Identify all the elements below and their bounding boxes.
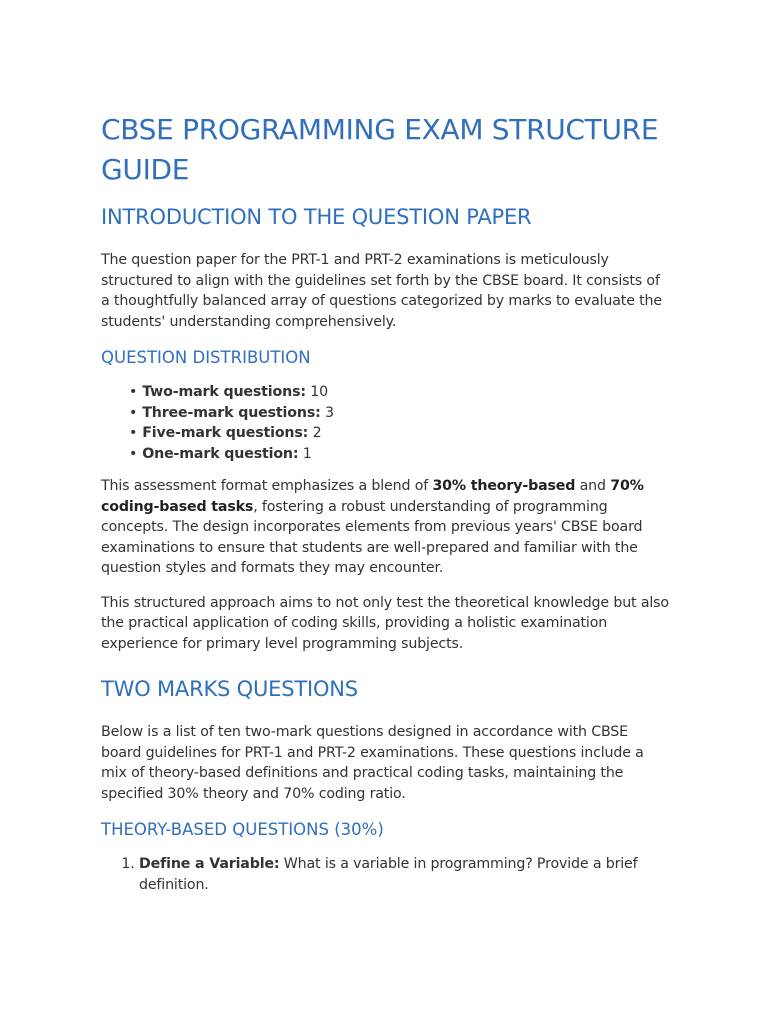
bold-run: 70% coding-based tasks: [101, 478, 644, 515]
text-run: This assessment format emphasizes a blend of: [101, 478, 433, 494]
item-label: Define a Variable:: [139, 856, 280, 872]
bold-run: 30% theory-based: [432, 478, 576, 494]
theory-heading: THEORY-BASED QUESTIONS (30%): [101, 820, 384, 839]
list-item: [139, 854, 671, 895]
item-value: 1: [298, 445, 312, 462]
two-marks-paragraph: Below is a list of ten two-mark questions designed in accordance with CBSE board guidelines for PRT-1 and PRT-2 examinations. These questions include a mix of theory-based definitions and practical coding tasks, maintaining the specified 30% theory and 70% coding ratio.: [101, 724, 644, 802]
assessment-paragraph: [101, 476, 671, 579]
intro-heading: INTRODUCTION TO THE QUESTION PAPER: [101, 205, 532, 229]
text-run: and: [575, 478, 611, 494]
document-page: [101, 110, 671, 895]
theory-list: [101, 854, 671, 895]
distribution-heading: QUESTION DISTRIBUTION: [101, 348, 311, 367]
item-value: 2: [308, 425, 322, 441]
two-marks-heading: TWO MARKS QUESTIONS: [101, 677, 358, 701]
item-label: One-mark question:: [142, 445, 299, 462]
list-item: [129, 382, 671, 403]
list-item: [129, 403, 671, 424]
document-title: CBSE PROGRAMMING EXAM STRUCTURE GUIDE: [101, 113, 659, 186]
approach-paragraph: This structured approach aims to not only test the theoretical knowledge but also the practical application of coding skills, providing a holistic examination experience for primary level programming subjects.: [101, 594, 669, 652]
item-value: 10: [305, 384, 329, 400]
text-run: , fostering a robust understanding of programming concepts. The design incorporates elements from previous years' CBSE board examinations to ensure that students are well-prepared and familiar with the question styles and formats they may encounter.: [101, 498, 643, 576]
distribution-list: [101, 382, 671, 464]
list-item: [129, 444, 671, 465]
item-label: Three-mark questions:: [142, 404, 321, 421]
item-text: What is a variable in programming? Provide a brief definition.: [139, 856, 638, 893]
item-label: Two-mark questions:: [142, 384, 306, 400]
list-item: [129, 423, 671, 444]
item-label: Five-mark questions:: [142, 425, 309, 441]
intro-paragraph: The question paper for the PRT-1 and PRT-2 examinations is meticulously structured to align with the guidelines set forth by the CBSE board. It consists of a thoughtfully balanced array of questions categorized by marks to evaluate the students' understanding comprehensively.: [101, 252, 662, 330]
item-value: 3: [320, 404, 334, 421]
